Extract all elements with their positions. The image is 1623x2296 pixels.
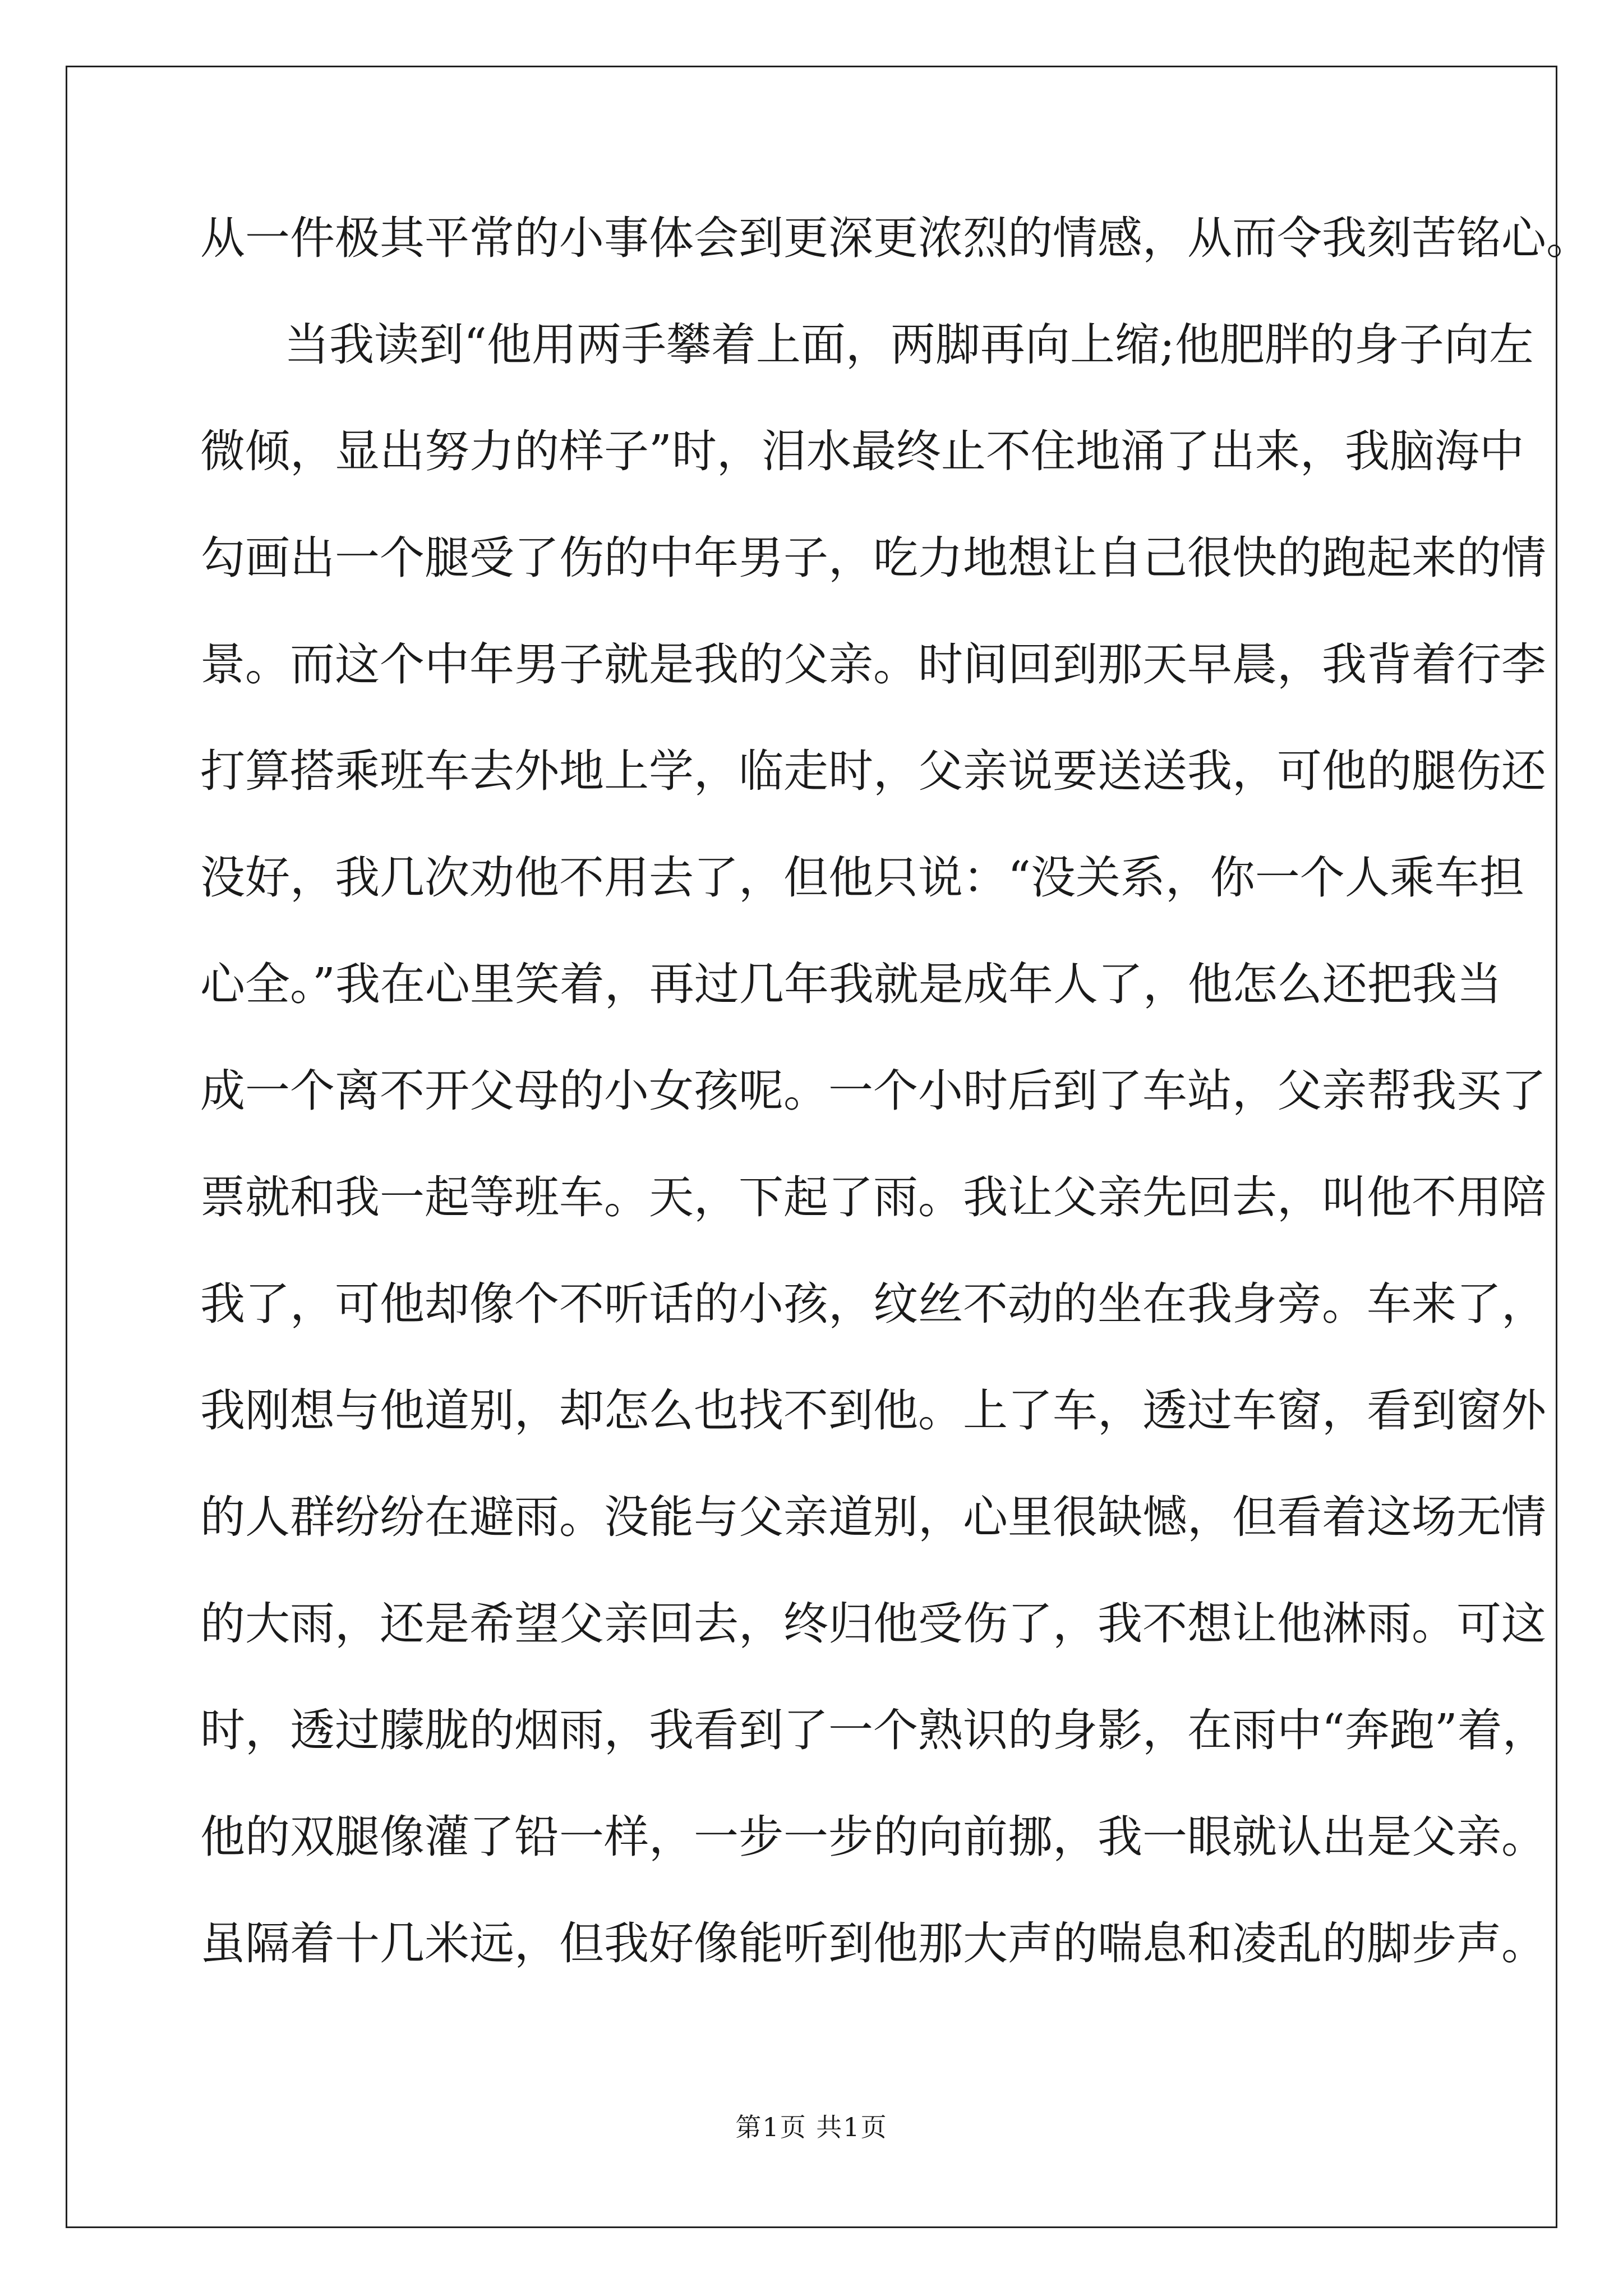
text-line: 的人群纷纷在避雨。没能与父亲道别，心里很缺憾，但看着这场无情 <box>200 1491 1546 1543</box>
text-line: 时，透过朦胧的烟雨，我看到了一个熟识的身影，在雨中“奔跑”着， <box>200 1704 1547 1756</box>
text-line: 票就和我一起等班车。天，下起了雨。我让父亲先回去，叫他不用陪 <box>200 1171 1546 1223</box>
text-line: 从一件极其平常的小事体会到更深更浓烈的情感，从而令我刻苦铭心。 <box>200 212 1591 264</box>
text-line: 勾画出一个腿受了伤的中年男子，吃力地想让自己很快的跑起来的情 <box>200 532 1546 584</box>
text-line: 他的双腿像灌了铅一样，一步一步的向前挪，我一眼就认出是父亲。 <box>200 1811 1546 1863</box>
text-line: 打算搭乘班车去外地上学，临走时，父亲说要送送我，可他的腿伤还 <box>200 745 1546 797</box>
text-line: 没好，我几次劝他不用去了，但他只说：“没关系，你一个人乘车担 <box>200 852 1524 904</box>
page-number-footer: 第1页 共1页 <box>735 2112 888 2142</box>
text-line: 我刚想与他道别，却怎么也找不到他。上了车，透过车窗，看到窗外 <box>200 1384 1546 1437</box>
paragraph-start-line: 当我读到“他用两手攀着上面，两脚再向上缩;他肥胖的身子向左 <box>284 319 1534 371</box>
text-line: 的大雨，还是希望父亲回去，终归他受伤了，我不想让他淋雨。可这 <box>200 1598 1546 1650</box>
text-line: 心全。”我在心里笑着，再过几年我就是成年人了，他怎么还把我当 <box>200 958 1502 1010</box>
text-line: 成一个离不开父母的小女孩呢。一个小时后到了车站，父亲帮我买了 <box>200 1065 1546 1117</box>
text-line: 我了，可他却像个不听话的小孩，纹丝不动的坐在我身旁。车来了， <box>200 1278 1546 1330</box>
document-body <box>200 202 1591 2014</box>
text-line: 微倾，显出努力的样子”时，泪水最终止不住地涌了出来，我脑海中 <box>200 425 1524 477</box>
paragraph-end-line: 虽隔着十几米远，但我好像能听到他那大声的喘息和凌乱的脚步声。 <box>200 1917 1546 1970</box>
text-line: 景。而这个中年男子就是我的父亲。时间回到那天早晨，我背着行李 <box>200 638 1546 691</box>
